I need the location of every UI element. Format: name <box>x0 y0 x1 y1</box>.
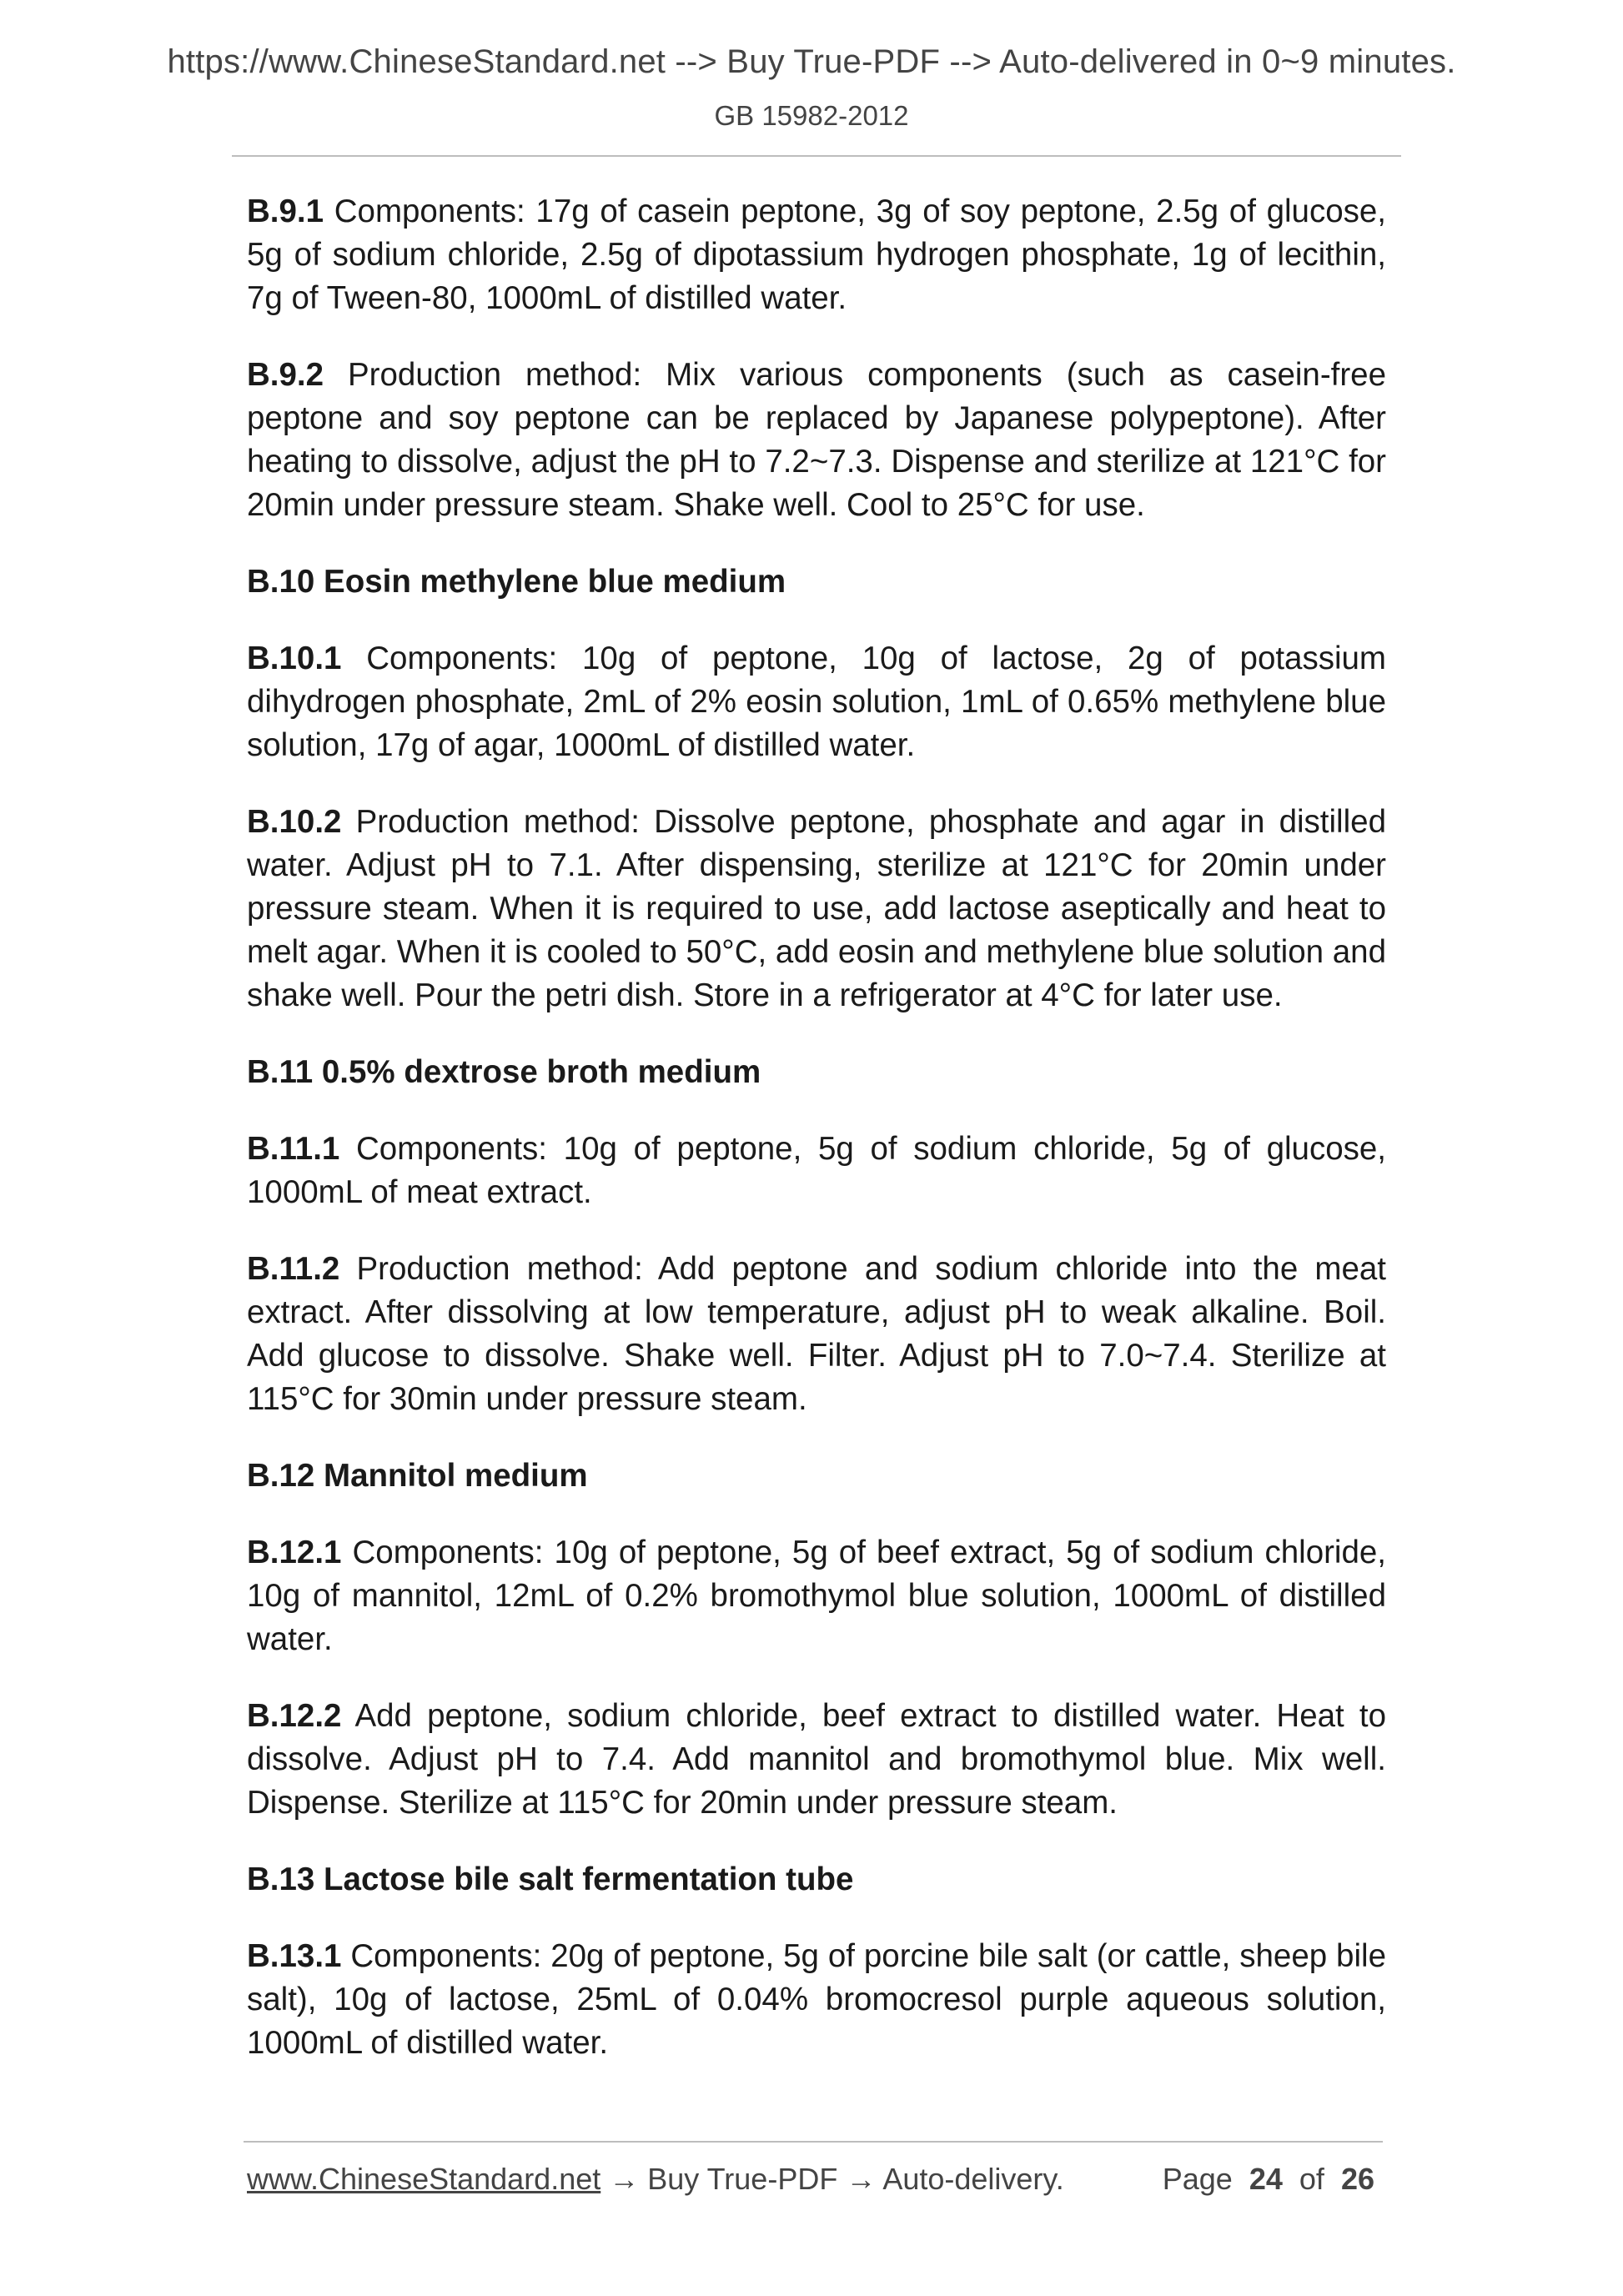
clause-b-9-2 <box>247 354 1386 527</box>
footer-tail-text: → Buy True-PDF → Auto-delivery. <box>600 2162 1064 2196</box>
page-word: Page <box>1162 2162 1233 2196</box>
clause-b-12-1 <box>247 1531 1386 1661</box>
clause-text: Components: 17g of casein peptone, 3g of soy peptone, 2.5g of glucose, 5g of sodium chloride, 2.5g of dipotassium hydrogen phosphate, 1g of lecithin, 7g of Tween-80, 1000mL of distilled water. <box>247 193 1386 316</box>
website-link[interactable]: www.ChineseStandard.net <box>247 2162 601 2196</box>
header-url-line: https://www.ChineseStandard.net --> Buy True-PDF --> Auto-delivered in 0~9 minutes. <box>167 43 1456 80</box>
clause-text: Components: 10g of peptone, 5g of sodium chloride, 5g of glucose, 1000mL of meat extract. <box>247 1131 1386 1210</box>
section-heading-b-11: B.11 0.5% dextrose broth medium <box>247 1054 761 1090</box>
clause-b-13-1 <box>247 1935 1386 2065</box>
page-of-word: of <box>1299 2162 1324 2196</box>
footer-divider <box>244 2141 1383 2143</box>
total-page-number: 26 <box>1340 2162 1374 2196</box>
section-heading-b-13: B.13 Lactose bile salt fermentation tube <box>247 1861 854 1897</box>
clause-number: B.10.2 <box>247 804 342 840</box>
clause-text: Production method: Add peptone and sodium chloride into the meat extract. After dissolving at low temperature, adjust pH to weak alkaline. Boil. Add glucose to dissolve. Shake well. Filter. Adjust pH to 7.0~7.4. Sterilize at 115°C for 30min under pressure steam. <box>247 1251 1386 1417</box>
standard-number: GB 15982-2012 <box>714 100 909 131</box>
clause-number: B.12.2 <box>247 1698 342 1734</box>
current-page-number: 24 <box>1249 2162 1283 2196</box>
clause-text: Components: 10g of peptone, 5g of beef extract, 5g of sodium chloride, 10g of mannitol, 12mL of 0.2% bromothymol blue solution, 1000mL of distilled water. <box>247 1535 1386 1657</box>
clause-b-9-1 <box>247 190 1386 320</box>
page-content <box>247 190 1386 2098</box>
section-heading-b-12: B.12 Mannitol medium <box>247 1458 588 1494</box>
clause-number: B.10.1 <box>247 641 342 676</box>
section-heading-b-10: B.10 Eosin methylene blue medium <box>247 564 786 600</box>
header-divider <box>232 155 1401 157</box>
page-indicator <box>1163 2162 1374 2197</box>
footer-promo <box>247 2162 1064 2197</box>
clause-number: B.12.1 <box>247 1535 342 1570</box>
clause-b-10-2 <box>247 801 1386 1017</box>
clause-text: Components: 10g of peptone, 10g of lactose, 2g of potassium dihydrogen phosphate, 2mL of 2% eosin solution, 1mL of 0.65% methylene blue solution, 17g of agar, 1000mL of distilled water. <box>247 641 1386 763</box>
clause-b-11-1 <box>247 1128 1386 1214</box>
clause-text: Components: 20g of peptone, 5g of porcine bile salt (or cattle, sheep bile salt), 10g of lactose, 25mL of 0.04% bromocresol purple aqueous solution, 1000mL of distilled water. <box>247 1938 1386 2061</box>
clause-b-10-1 <box>247 637 1386 767</box>
clause-b-11-2 <box>247 1248 1386 1421</box>
clause-number: B.11.1 <box>247 1131 340 1167</box>
clause-number: B.9.1 <box>247 193 324 229</box>
clause-number: B.11.2 <box>247 1251 340 1287</box>
clause-number: B.13.1 <box>247 1938 342 1974</box>
clause-number: B.9.2 <box>247 357 324 393</box>
clause-text: Production method: Mix various components (such as casein-free peptone and soy peptone can be replaced by Japanese polypeptone). After heating to dissolve, adjust the pH to 7.2~7.3. Dispense and sterilize at 121°C for 20min under pressure steam. Shake well. Cool to 25°C for use. <box>247 357 1386 523</box>
clause-text: Production method: Dissolve peptone, phosphate and agar in distilled water. Adjust pH to 7.1. After dispensing, sterilize at 121°C for 20min under pressure steam. When it is required to use, add lactose aseptically and heat to melt agar. When it is cooled to 50°C, add eosin and methylene blue solution and shake well. Pour the petri dish. Store in a refrigerator at 4°C for later use. <box>247 804 1386 1013</box>
clause-b-12-2 <box>247 1695 1386 1825</box>
clause-text: Add peptone, sodium chloride, beef extract to distilled water. Heat to dissolve. Adjust pH to 7.4. Add mannitol and bromothymol blue. Mix well. Dispense. Sterilize at 115°C for 20min under pressure steam. <box>247 1698 1386 1821</box>
